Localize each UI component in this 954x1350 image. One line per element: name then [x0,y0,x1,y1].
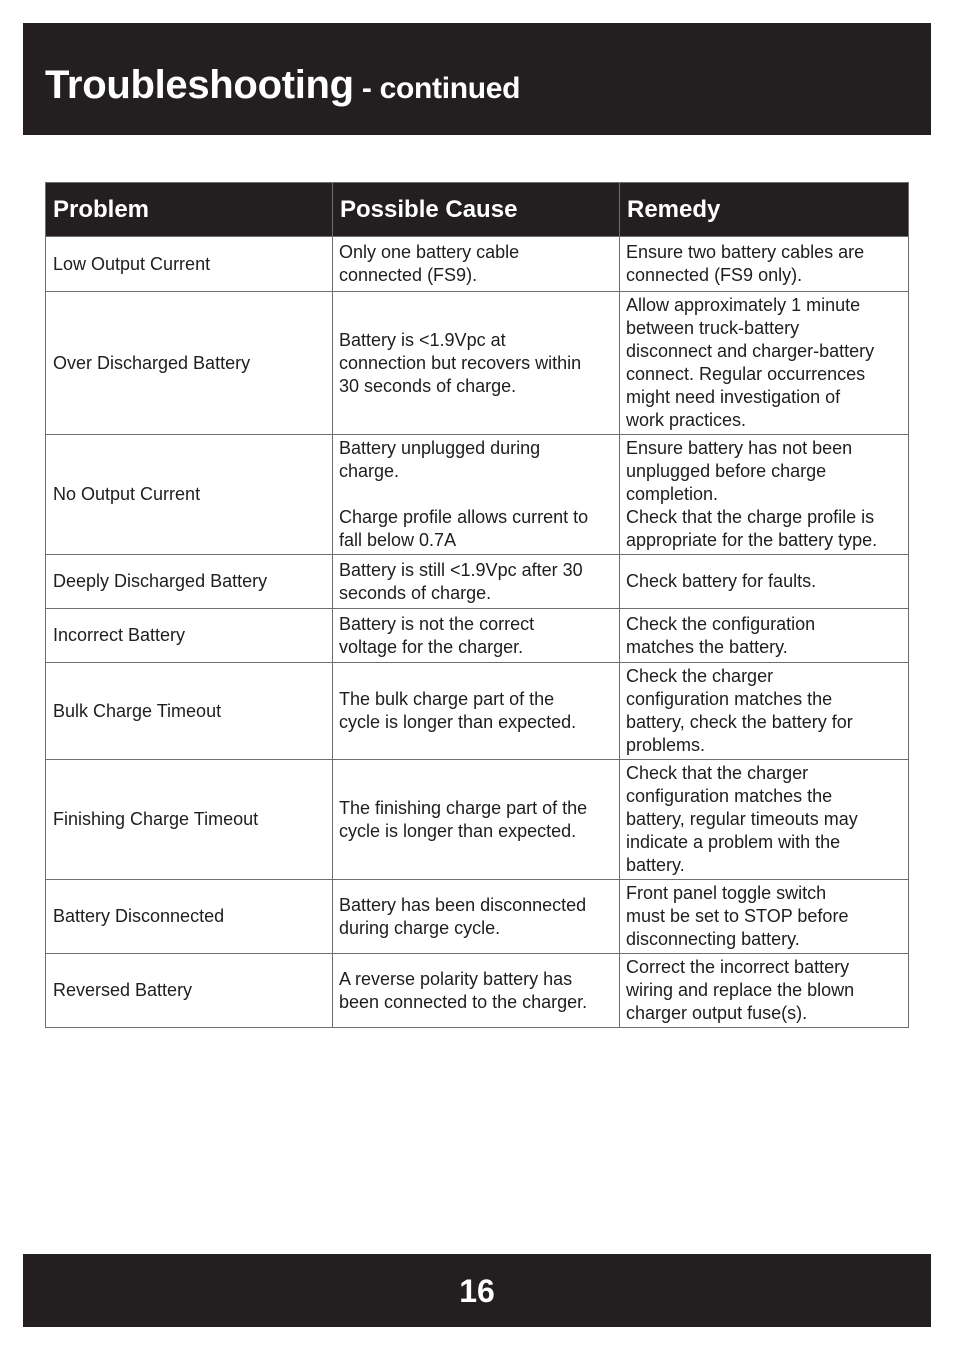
table-row [46,435,909,555]
remedy-cell: Check that the charger configuration matches the battery, regular timeouts may indicate a problem with the battery. [620,760,909,880]
table-row [46,880,909,954]
page-title [45,61,520,113]
table-row [46,237,909,292]
cause-cell: A reverse polarity battery has been connected to the charger. [333,954,620,1028]
table-row [46,760,909,880]
column-header-problem: Problem [46,183,333,237]
page-number: 16 [459,1273,495,1309]
problem-cell: Reversed Battery [46,954,333,1028]
problem-cell: Bulk Charge Timeout [46,663,333,760]
table-row [46,954,909,1028]
remedy-cell: Ensure battery has not been unplugged before charge completion. Check that the charge profile is appropriate for the battery type. [620,435,909,555]
problem-cell: No Output Current [46,435,333,555]
page-title-main: Troubleshooting [45,63,354,107]
remedy-cell: Check the configuration matches the battery. [620,609,909,663]
cause-cell: Only one battery cable connected (FS9). [333,237,620,292]
remedy-cell: Check the charger configuration matches the battery, check the battery for problems. [620,663,909,760]
cause-cell: Battery unplugged during charge. Charge profile allows current to fall below 0.7A [333,435,620,555]
cause-cell: Battery is not the correct voltage for the charger. [333,609,620,663]
table-row [46,292,909,435]
cause-cell: Battery is still <1.9Vpc after 30 seconds of charge. [333,555,620,609]
table-row [46,609,909,663]
table-row [46,555,909,609]
remedy-cell: Correct the incorrect battery wiring and replace the blown charger output fuse(s). [620,954,909,1028]
remedy-cell: Check battery for faults. [620,555,909,609]
table-row [46,663,909,760]
problem-cell: Deeply Discharged Battery [46,555,333,609]
cause-cell: Battery has been disconnected during charge cycle. [333,880,620,954]
cause-cell: Battery is <1.9Vpc at connection but recovers within 30 seconds of charge. [333,292,620,435]
problem-cell: Over Discharged Battery [46,292,333,435]
problem-cell: Finishing Charge Timeout [46,760,333,880]
column-header-remedy: Remedy [620,183,909,237]
remedy-cell: Ensure two battery cables are connected (FS9 only). [620,237,909,292]
problem-cell: Incorrect Battery [46,609,333,663]
troubleshooting-table [45,182,909,1028]
cause-cell: The bulk charge part of the cycle is longer than expected. [333,663,620,760]
header-bar [23,23,931,135]
page-title-subtitle: - continued [353,72,521,105]
problem-cell: Battery Disconnected [46,880,333,954]
footer-bar [23,1254,931,1327]
column-header-possible-cause: Possible Cause [333,183,620,237]
cause-cell: The finishing charge part of the cycle is longer than expected. [333,760,620,880]
remedy-cell: Allow approximately 1 minute between truck-battery disconnect and charger-battery connect. Regular occurrences might need investigation of work practices. [620,292,909,435]
problem-cell: Low Output Current [46,237,333,292]
remedy-cell: Front panel toggle switch must be set to STOP before disconnecting battery. [620,880,909,954]
table-header-row [46,183,909,237]
